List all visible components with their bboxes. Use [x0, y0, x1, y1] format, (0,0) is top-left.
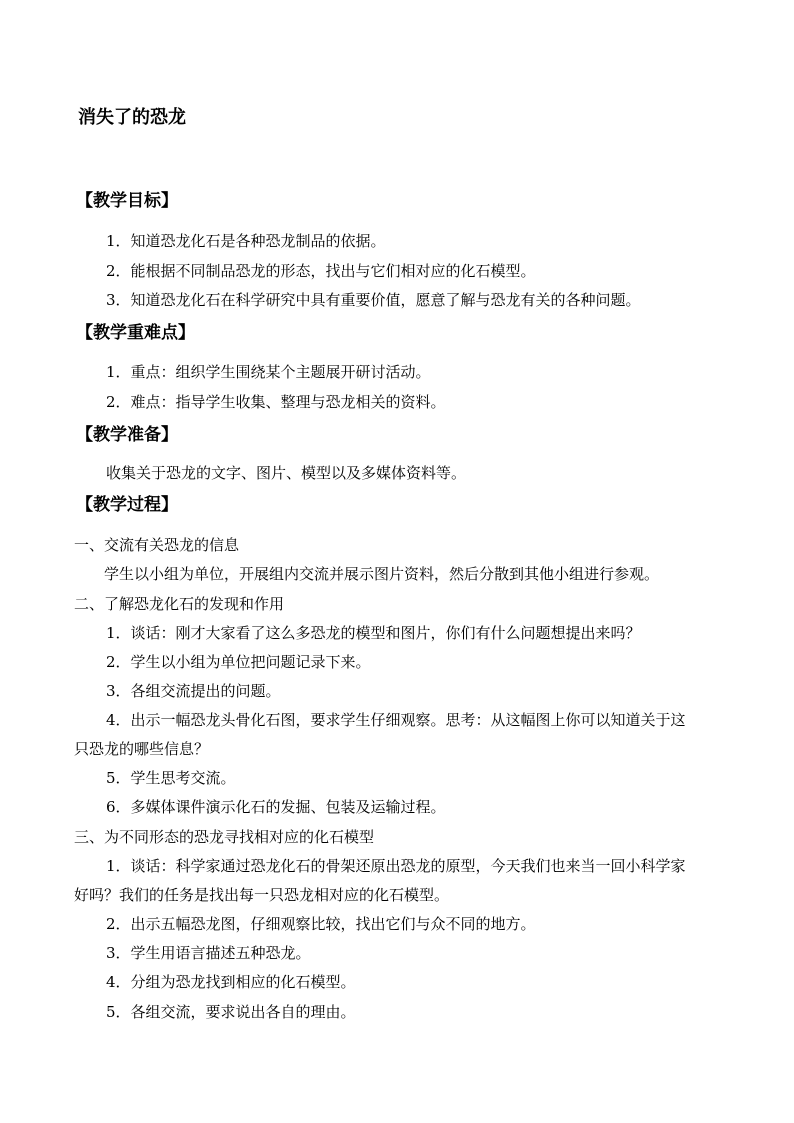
process-item: 4．出示一幅恐龙头骨化石图，要求学生仔细观察。思考：从这幅图上你可以知道关于这: [106, 711, 686, 729]
process-item-continuation: 只恐龙的哪些信息？: [74, 740, 210, 758]
section-heading-key-points: 【教学重难点】: [76, 323, 195, 343]
document-title: 消失了的恐龙: [78, 107, 186, 128]
process-item: 6．多媒体课件演示化石的发掘、包装及运输过程。: [106, 798, 446, 816]
process-item: 4．分组为恐龙找到相应的化石模型。: [106, 973, 356, 991]
process-item: 1．谈话：刚才大家看了这么多恐龙的模型和图片，你们有什么问题想提出来吗？: [106, 624, 641, 642]
process-item-continuation: 好吗？我们的任务是找出每一只恐龙相对应的化石模型。: [74, 886, 450, 904]
objective-item: 2．能根据不同制品恐龙的形态，找出与它们相对应的化石模型。: [106, 262, 536, 280]
key-point-item: 1．重点：组织学生围绕某个主题展开研讨活动。: [106, 363, 431, 381]
section-heading-objectives: 【教学目标】: [76, 191, 178, 211]
key-point-item: 2．难点：指导学生收集、整理与恐龙相关的资料。: [106, 393, 446, 411]
process-item: 5．学生思考交流。: [106, 769, 236, 787]
objective-item: 3．知道恐龙化石在科学研究中具有重要价值，愿意了解与恐龙有关的各种问题。: [106, 291, 641, 309]
process-item: 5．各组交流，要求说出各自的理由。: [106, 1003, 356, 1021]
process-item: 3．各组交流提出的问题。: [106, 682, 281, 700]
process-part-title: 三、为不同形态的恐龙寻找相对应的化石模型: [74, 828, 375, 846]
objective-item: 1．知道恐龙化石是各种恐龙制品的依据。: [106, 232, 386, 250]
process-item: 2．出示五幅恐龙图，仔细观察比较，找出它们与众不同的地方。: [106, 915, 536, 933]
section-heading-preparation: 【教学准备】: [76, 425, 178, 445]
section-heading-process: 【教学过程】: [76, 495, 178, 515]
process-part-title: 一、交流有关恐龙的信息: [74, 536, 240, 554]
preparation-text: 收集关于恐龙的文字、图片、模型以及多媒体资料等。: [106, 464, 467, 482]
process-item: 3．学生用语言描述五种恐龙。: [106, 944, 311, 962]
process-item: 2．学生以小组为单位把问题记录下来。: [106, 653, 371, 671]
process-paragraph: 学生以小组为单位，开展组内交流并展示图片资料，然后分散到其他小组进行参观。: [104, 565, 660, 583]
process-part-title: 二、了解恐龙化石的发现和作用: [74, 595, 285, 613]
process-item: 1．谈话：科学家通过恐龙化石的骨架还原出恐龙的原型，今天我们也来当一回小科学家: [106, 857, 686, 875]
